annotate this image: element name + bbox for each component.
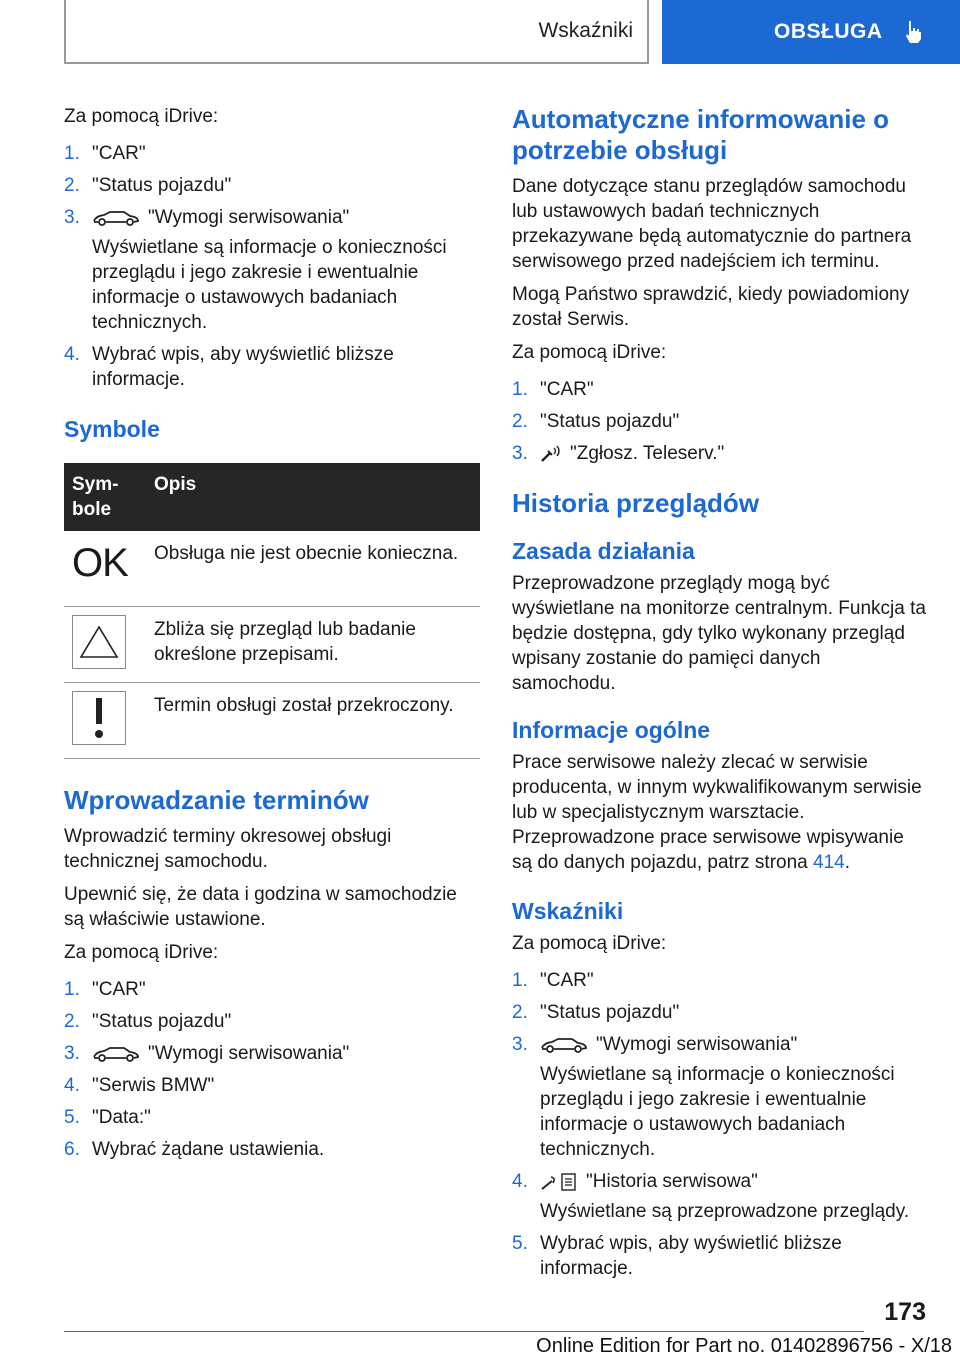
dates-paragraph-1: Wprowadzić terminy okresowej obsługi technicznej samochodu. <box>64 826 392 872</box>
step-text: "Status pojazdu" <box>540 411 680 432</box>
car-service-icon <box>92 210 140 226</box>
table-row <box>64 683 480 759</box>
symbols-heading: Symbole <box>64 416 160 442</box>
step-text: "Status pojazdu" <box>540 1002 680 1023</box>
general-info-end: . <box>844 852 851 873</box>
page-number: 173 <box>884 1298 926 1326</box>
symbols-table <box>64 463 480 759</box>
list-item <box>512 1169 926 1224</box>
step-text: "Status pojazdu" <box>92 1011 232 1032</box>
step-text: "Serwis BMW" <box>92 1075 215 1096</box>
general-info-paragraph <box>512 750 926 875</box>
header-chapter-title: OBSŁUGA <box>774 20 883 43</box>
car-service-icon <box>540 1037 588 1053</box>
list-item <box>64 1137 480 1162</box>
step-content <box>92 1041 480 1066</box>
steps-list-dates <box>64 977 480 1162</box>
list-item <box>512 409 926 434</box>
list-item <box>512 1231 926 1281</box>
list-item <box>512 968 926 993</box>
step-text: "CAR" <box>92 979 146 1000</box>
step-number: 4. <box>512 1171 528 1192</box>
list-item <box>64 1009 480 1034</box>
step-text: Wybrać żądane ustawienia. <box>92 1139 325 1160</box>
table-row <box>64 531 480 607</box>
steps-list-teleservice <box>512 377 926 466</box>
auto-info-paragraph-2: Mogą Państwo sprawdzić, kiedy powiadomiony został Serwis. <box>512 284 910 330</box>
table-row <box>64 607 480 683</box>
footer-edition-text: Online Edition for Part no. 01402896756 - X/18 <box>536 1335 952 1357</box>
step-number: 2. <box>64 1011 80 1032</box>
header-section-title: Wskaźniki <box>538 19 633 42</box>
column-header-description: Opis <box>146 463 480 531</box>
description-cell: Zbliża się przegląd lub badanie określone przepisami. <box>146 607 480 683</box>
step-text: "Wymogi serwisowania" <box>148 1043 350 1064</box>
principle-heading: Zasada działania <box>512 538 695 564</box>
step-content <box>92 205 480 335</box>
step-number: 5. <box>512 1233 528 1254</box>
step-number: 6. <box>64 1139 80 1160</box>
list-item <box>64 977 480 1002</box>
footer-divider <box>64 1331 864 1332</box>
service-history-icon <box>540 1172 578 1192</box>
step-text: "Data:" <box>92 1107 151 1128</box>
steps-list-history <box>512 968 926 1281</box>
page-reference-link[interactable]: 414 <box>813 852 845 873</box>
auto-info-paragraph-1: Dane dotyczące stanu przeglądów samochodu lub ustawowych badań technicznych przekazywane będą automatycznie do partnera serwisowego przed nadejściem ich terminu. <box>512 176 912 272</box>
history-heading: Historia przeglądów <box>512 488 760 518</box>
ok-symbol: OK <box>72 541 128 585</box>
indicators-heading: Wskaźniki <box>512 898 624 924</box>
auto-info-heading: Automatyczne informowanie o potrzebie obsługi <box>512 104 890 165</box>
right-column <box>512 96 926 1291</box>
column-header-symbol: Sym-bole <box>64 463 146 531</box>
symbol-cell <box>64 607 146 683</box>
step-text: "CAR" <box>540 970 594 991</box>
header-chapter-tab[interactable] <box>662 0 960 64</box>
step-text: "Historia serwisowa" <box>586 1171 758 1192</box>
list-item <box>64 342 480 392</box>
symbol-cell <box>64 683 146 759</box>
step-number: 4. <box>64 344 80 365</box>
step-number: 2. <box>64 175 80 196</box>
general-info-text: Prace serwisowe należy zlecać w serwisie producenta, w innym wykwalifikowanym serwisie lub w specjalistycznym warsztacie. Przeprowadzone prace serwisowe wpisywanie są do danych pojazdu, patrz strona <box>512 752 922 873</box>
step-number: 3. <box>64 207 80 228</box>
step-content <box>540 441 926 466</box>
step-text: "CAR" <box>92 143 146 164</box>
step-note: Wyświetlane są informacje o konieczności przeglądu i jego zakresie i ewentualnie informacje o ustawowych badaniach technicznych. <box>540 1064 895 1160</box>
step-text: "Status pojazdu" <box>92 175 232 196</box>
step-text: "Wymogi serwisowania" <box>148 207 350 228</box>
step-note: Wyświetlane są przeprowadzone przeglądy. <box>540 1201 910 1222</box>
header-section-box <box>64 0 649 64</box>
symbol-cell <box>64 531 146 607</box>
step-number: 4. <box>64 1075 80 1096</box>
step-content <box>540 1169 926 1224</box>
step-number: 3. <box>512 443 528 464</box>
step-text: "CAR" <box>540 379 594 400</box>
list-item <box>64 141 480 166</box>
list-item <box>512 377 926 402</box>
step-content <box>540 1032 926 1162</box>
step-text: "Zgłosz. Teleserv." <box>570 443 725 464</box>
step-number: 1. <box>512 970 528 991</box>
list-item <box>64 1041 480 1066</box>
step-number: 1. <box>512 379 528 400</box>
step-number: 5. <box>64 1107 80 1128</box>
warning-triangle-icon <box>72 615 126 669</box>
auto-info-intro: Za pomocą iDrive: <box>512 342 667 363</box>
general-info-heading: Informacje ogólne <box>512 717 711 743</box>
car-service-icon <box>92 1046 140 1062</box>
list-item <box>512 1000 926 1025</box>
principle-paragraph: Przeprowadzone przeglądy mogą być wyświetlane na monitorze centralnym. Funkcja ta będzie dostępna, gdy tylko wykonany przegląd wpisany zostanie do pamięci danych samochodu. <box>512 573 926 694</box>
list-item <box>512 441 926 466</box>
description-cell: Termin obsługi został przekroczony. <box>146 683 480 759</box>
table-header-row <box>64 463 480 531</box>
dates-intro: Za pomocą iDrive: <box>64 942 219 963</box>
step-text: "Wymogi serwisowania" <box>596 1034 798 1055</box>
step-number: 1. <box>64 979 80 1000</box>
step-number: 2. <box>512 1002 528 1023</box>
intro-text: Za pomocą iDrive: <box>64 106 219 127</box>
description-cell: Obsługa nie jest obecnie konieczna. <box>146 531 480 607</box>
step-number: 3. <box>512 1034 528 1055</box>
teleservice-wrench-icon <box>540 445 562 463</box>
exclamation-icon <box>72 691 126 745</box>
list-item <box>64 1105 480 1130</box>
indicators-intro: Za pomocą iDrive: <box>512 933 667 954</box>
list-item <box>64 205 480 335</box>
dates-heading: Wprowadzanie terminów <box>64 785 369 815</box>
pointing-hand-icon <box>903 19 925 45</box>
list-item <box>512 1032 926 1162</box>
dates-paragraph-2: Upewnić się, że data i godzina w samochodzie są właściwie ustawione. <box>64 884 457 930</box>
step-number: 2. <box>512 411 528 432</box>
step-number: 3. <box>64 1043 80 1064</box>
steps-list-status <box>64 141 480 392</box>
list-item <box>64 1073 480 1098</box>
step-note: Wyświetlane są informacje o konieczności przeglądu i jego zakresie i ewentualnie informacje o ustawowych badaniach technicznych. <box>92 237 447 333</box>
step-text: Wybrać wpis, aby wyświetlić bliższe informacje. <box>540 1233 842 1279</box>
step-number: 1. <box>64 143 80 164</box>
left-column <box>64 96 480 1172</box>
step-text: Wybrać wpis, aby wyświetlić bliższe informacje. <box>92 344 394 390</box>
list-item <box>64 173 480 198</box>
